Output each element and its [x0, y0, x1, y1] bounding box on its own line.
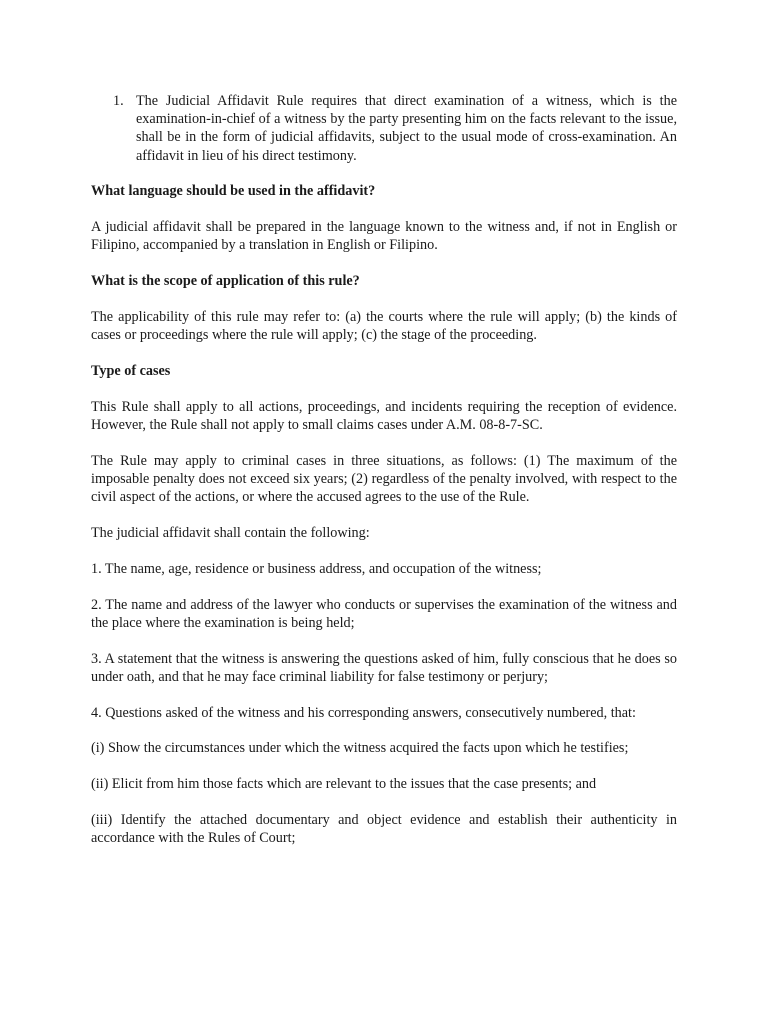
contents-item-2: 2. The name and address of the lawyer who conducts or supervises the examination of the witness and the place where the examination is being held;	[91, 596, 677, 631]
contents-subitem-ii: (ii) Elicit from him those facts which are relevant to the issues that the case presents; and	[91, 776, 597, 793]
language-heading: What language should be used in the affidavit?	[91, 183, 376, 200]
intro-item-text: The Judicial Affidavit Rule requires that direct examination of a witness, which is the examination-in-chief of a witness by the party presenting him on the facts relevant to the issue, shall be in the form of judicial affidavits, subject to the usual mode of cross-examination. An affidavit in lieu of his direct testimony.	[136, 93, 677, 164]
contents-item-4: 4. Questions asked of the witness and his corresponding answers, consecutively numbered, that:	[91, 704, 636, 721]
type-of-cases-paragraph-1: This Rule shall apply to all actions, proceedings, and incidents requiring the reception of evidence. However, the Rule shall not apply to small claims cases under A.M. 08-8-7-SC.	[91, 398, 677, 433]
contents-item-3: 3. A statement that the witness is answering the questions asked of him, fully conscious that he does so under oath, and that he may face criminal liability for false testimony or perjury;	[91, 650, 677, 685]
contents-subitem-iii: (iii) Identify the attached documentary and object evidence and establish their authenticity in accordance with the Rules of Court;	[91, 811, 677, 847]
contents-subitem-i: (i) Show the circumstances under which the witness acquired the facts upon which he testifies;	[91, 740, 629, 757]
contents-item-1: 1. The name, age, residence or business address, and occupation of the witness;	[91, 560, 542, 577]
intro-numbered-item	[91, 92, 677, 165]
type-of-cases-paragraph-2: The Rule may apply to criminal cases in three situations, as follows: (1) The maximum of the imposable penalty does not exceed six years; (2) regardless of the penalty involved, with respect to the civil aspect of the actions, or where the accused agrees to the use of the Rule.	[91, 452, 677, 506]
scope-heading: What is the scope of application of this rule?	[91, 273, 360, 290]
scope-paragraph: The applicability of this rule may refer to: (a) the courts where the rule will apply; (b) the kinds of cases or proceedings where the rule will apply; (c) the stage of the proceeding.	[91, 309, 677, 344]
contents-lead: The judicial affidavit shall contain the following:	[91, 525, 370, 541]
document-page	[91, 92, 677, 865]
language-paragraph: A judicial affidavit shall be prepared in the language known to the witness and, if not in English or Filipino, accompanied by a translation in English or Filipino.	[91, 219, 677, 254]
type-of-cases-heading: Type of cases	[91, 363, 171, 379]
intro-item-number: 1.	[113, 93, 124, 109]
